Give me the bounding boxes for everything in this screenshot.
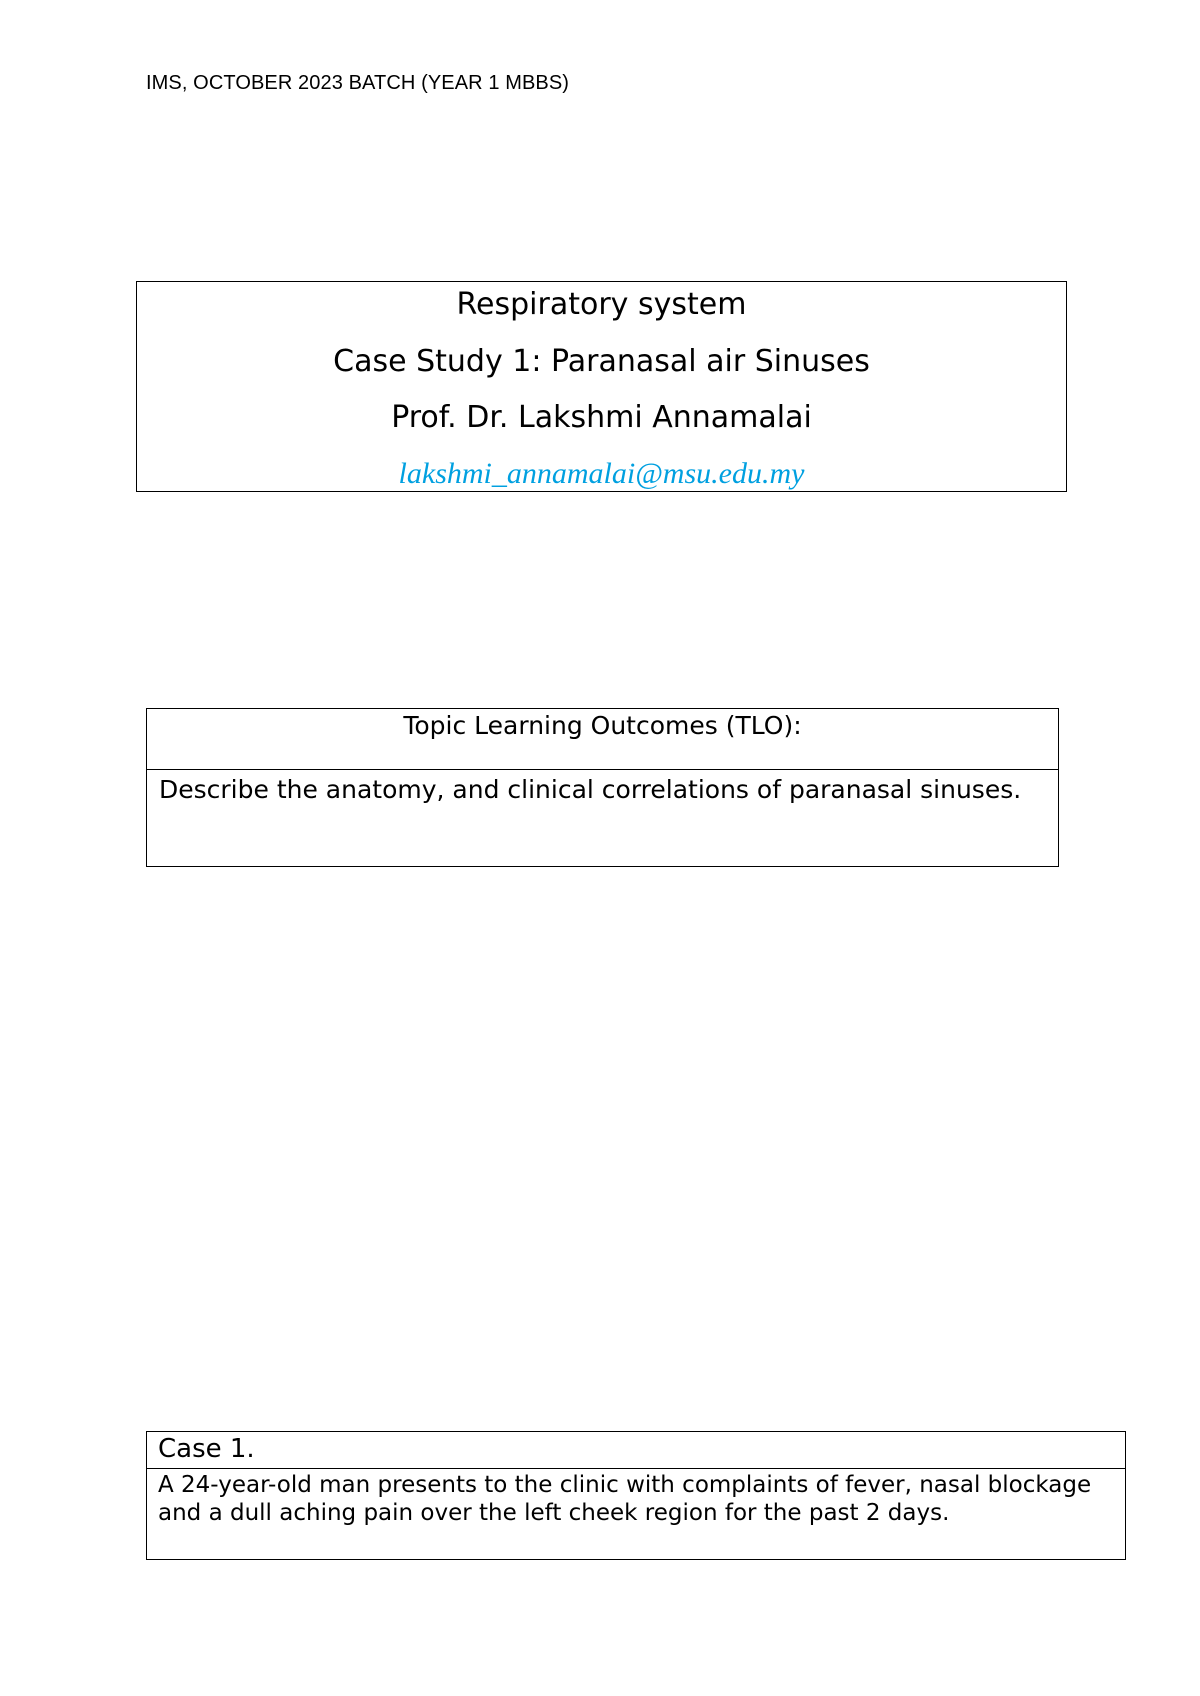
case-study-title: Case Study 1: Paranasal air Sinuses: [333, 344, 870, 379]
title-box: [136, 281, 1067, 492]
tlo-outcome: Describe the anatomy, and clinical correlations of paranasal sinuses.: [147, 770, 1059, 867]
case-description: A 24-year-old man presents to the clinic with complaints of fever, nasal blockage and a dull aching pain over the left cheek region for the past 2 days.: [147, 1469, 1126, 1560]
author-name: Prof. Dr. Lakshmi Annamalai: [391, 400, 812, 435]
document-header: IMS, OCTOBER 2023 BATCH (YEAR 1 MBBS): [146, 72, 570, 94]
tlo-table: [146, 708, 1059, 867]
case-heading: Case 1.: [147, 1432, 1126, 1469]
case-table: [146, 1431, 1126, 1560]
tlo-heading: Topic Learning Outcomes (TLO):: [147, 709, 1059, 770]
subject-title: Respiratory system: [456, 287, 747, 322]
author-email-link[interactable]: lakshmi_annamalai@msu.edu.my: [398, 457, 805, 490]
